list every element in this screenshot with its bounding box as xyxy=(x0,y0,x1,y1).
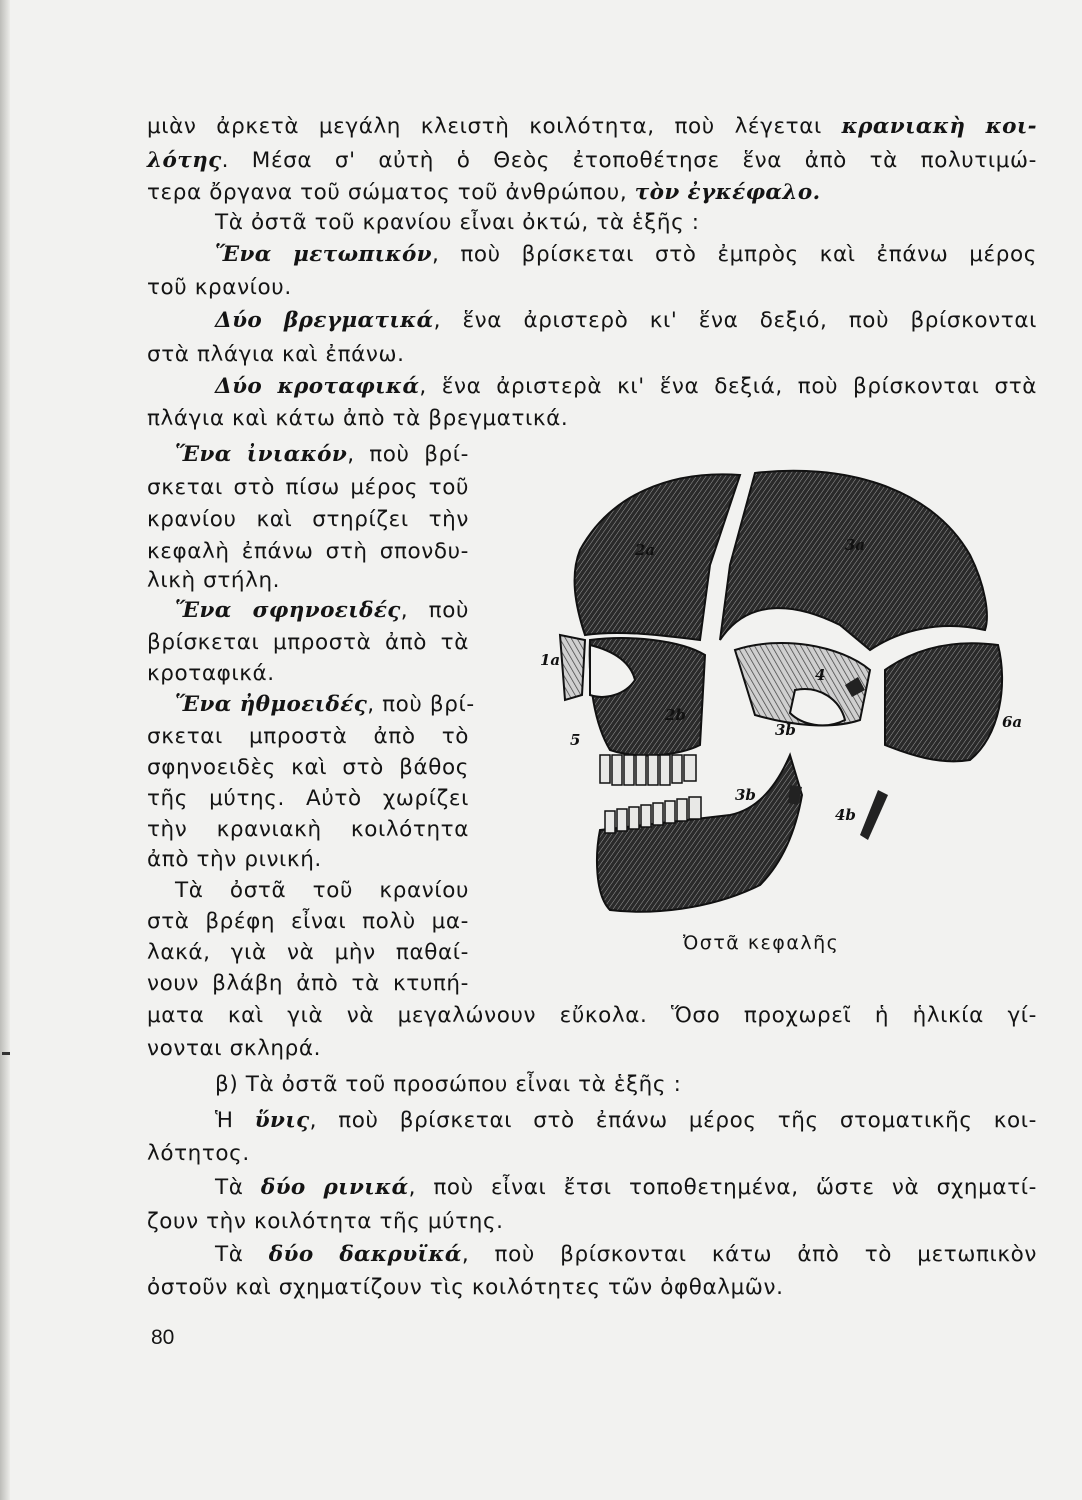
text-line: νουν βλάβη ἀπὸ τὰ κτυπή- xyxy=(147,971,469,996)
text-line: τὴν κρανιακὴ κοιλότητα xyxy=(147,817,469,842)
text-line: ἀπὸ τὴν ρινική. xyxy=(147,847,322,872)
label-2a: 2a xyxy=(635,541,656,559)
text-line: Τὰ δύο δακρυϊκά, ποὺ βρίσκονται κάτω ἀπὸ τὸ μετωπικὸν xyxy=(215,1242,1038,1267)
text-line: κεφαλὴ ἐπάνω στὴ σπονδυ- xyxy=(147,539,469,564)
text-line: κρανίου καὶ στηρίζει τὴν xyxy=(147,507,469,532)
margin-mark xyxy=(2,1052,10,1055)
section-heading: β) Τὰ ὀστᾶ τοῦ προσώπου εἶναι τὰ ἑξῆς : xyxy=(215,1072,682,1097)
text-line: σκεται στὸ πίσω μέρος τοῦ xyxy=(147,475,469,500)
text-line: λικὴ στήλη. xyxy=(147,568,281,593)
label-3b-temporal: 3b xyxy=(775,721,796,739)
text-line: Δύο βρεγματικά, ἕνα ἀριστερὸ κι' ἕνα δεξιό, ποὺ βρίσκονται xyxy=(215,308,1037,333)
text-line: μιὰν ἀρκετὰ μεγάλη κλειστὴ κοιλότητα, ποὺ λέγεται κρανιακὴ κοι- xyxy=(147,114,1038,139)
text-line: λότης. Μέσα σ' αὐτὴ ὁ Θεὸς ἐτοποθέτησε ἕνα ἀπὸ τὰ πολυτιμώ- xyxy=(147,148,1037,173)
text-line: κροταφικά. xyxy=(147,661,275,686)
label-2b: 2b xyxy=(665,706,686,724)
label-4b: 4b xyxy=(835,806,856,824)
text-line: βρίσκεται μπροστὰ ἀπὸ τὰ xyxy=(147,630,469,655)
text-line: Δύο κροταφικά, ἕνα ἀριστερὰ κι' ἕνα δεξιά, ποὺ βρίσκονται στὰ xyxy=(215,374,1038,399)
text-line: ζουν τὴν κοιλότητα τῆς μύτης. xyxy=(147,1209,504,1234)
text-line: λότητος. xyxy=(147,1141,250,1166)
label-6a: 6a xyxy=(1002,713,1023,731)
label-3b: 3b xyxy=(735,786,756,804)
text-line: Τὰ ὀστᾶ τοῦ κρανίου xyxy=(175,878,469,903)
text-line: Ἕνα ἠθμοειδές, ποὺ βρί- xyxy=(175,692,475,717)
figure-caption: Ὀστᾶ κεφαλῆς xyxy=(683,932,840,954)
label-3a: 3a xyxy=(845,536,866,554)
text-line: νονται σκληρά. xyxy=(147,1036,322,1061)
text-line: ματα καὶ γιὰ νὰ μεγαλώνουν εὔκολα. Ὅσο προχωρεῖ ἡ ἡλικία γί- xyxy=(147,1003,1037,1028)
text-line: λακά, γιὰ νὰ μὴν παθαί- xyxy=(147,940,469,965)
text-line: Τὰ δύο ρινικά, ποὺ εἶναι ἔτσι τοποθετημένα, ὥστε νὰ σχηματί- xyxy=(215,1175,1037,1200)
label-1a: 1a xyxy=(540,651,561,669)
text-line: τερα ὄργανα τοῦ σώματος τοῦ ἀνθρώπου, τὸν ἐγκέφαλο. xyxy=(147,180,821,205)
text-line: ὀστοῦν καὶ σχηματίζουν τὶς κοιλότητες τῶν ὀφθαλμῶν. xyxy=(147,1275,784,1300)
label-5: 5 xyxy=(570,731,581,749)
text-line: Τὰ ὀστᾶ τοῦ κρανίου εἶναι ὀκτώ, τὰ ἑξῆς : xyxy=(215,210,700,235)
label-4: 4 xyxy=(815,666,826,684)
page-number: 80 xyxy=(151,1326,175,1349)
text-line: Ἕνα σφηνοειδές, ποὺ xyxy=(175,598,469,623)
text-line: στὰ βρέφη εἶναι πολὺ μα- xyxy=(147,909,469,934)
page-spine-shadow xyxy=(0,0,10,1500)
skull-illustration xyxy=(540,455,1030,925)
text-line: τοῦ κρανίου. xyxy=(147,275,292,300)
text-line: Ἡ ὕνις, ποὺ βρίσκεται στὸ ἐπάνω μέρος τῆς στοματικῆς κοι- xyxy=(215,1108,1037,1133)
text-line: πλάγια καὶ κάτω ἀπὸ τὰ βρεγματικά. xyxy=(147,406,569,431)
text-line: σφηνοειδὲς καὶ στὸ βάθος xyxy=(147,755,469,780)
text-line: σκεται μπροστὰ ἀπὸ τὸ xyxy=(147,724,469,749)
text-line: τῆς μύτης. Αὐτὸ χωρίζει xyxy=(147,786,469,811)
text-line: στὰ πλάγια καὶ ἐπάνω. xyxy=(147,342,405,367)
text-line: Ἕνα ἰνιακόν, ποὺ βρί- xyxy=(175,442,469,467)
text-line: Ἕνα μετωπικόν, ποὺ βρίσκεται στὸ ἐμπρὸς καὶ ἐπάνω μέρος xyxy=(215,242,1037,267)
